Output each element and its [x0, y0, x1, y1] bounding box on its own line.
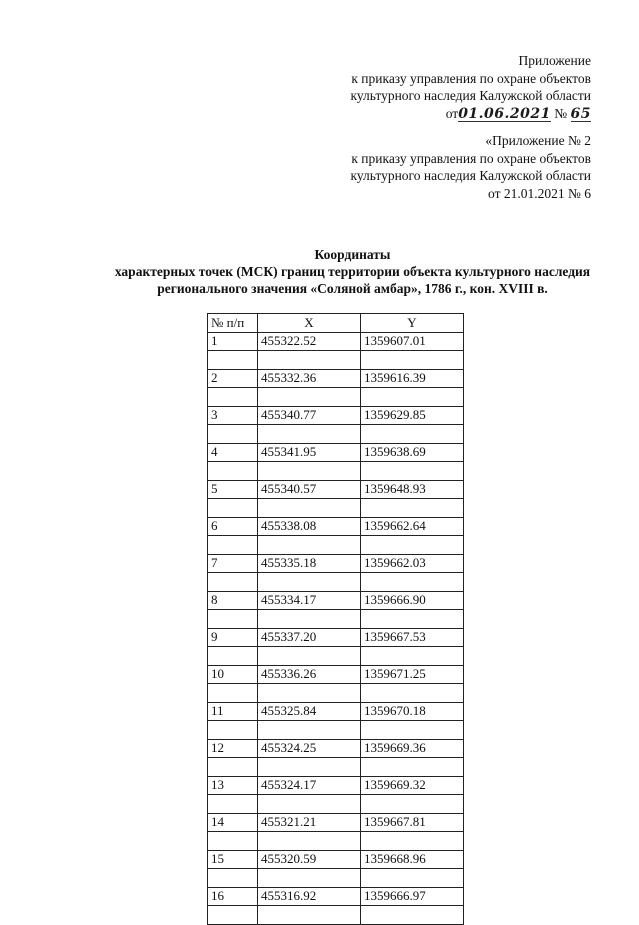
x-cell: 455332.36	[258, 369, 361, 388]
appendix-title: Приложение	[518, 53, 591, 68]
point-number-cell: 2	[208, 369, 258, 388]
x-cell: 455338.08	[258, 517, 361, 536]
appendix2-header	[350, 132, 591, 202]
empty-cell	[361, 425, 464, 444]
empty-cell	[361, 684, 464, 703]
empty-cell	[258, 388, 361, 407]
x-cell: 455335.18	[258, 554, 361, 573]
x-cell: 455320.59	[258, 850, 361, 869]
header-y: Y	[361, 314, 464, 333]
empty-cell	[208, 388, 258, 407]
table-spacer-row	[208, 869, 464, 888]
empty-cell	[361, 573, 464, 592]
table-spacer-row	[208, 610, 464, 629]
empty-cell	[361, 647, 464, 666]
empty-cell	[208, 499, 258, 518]
handwritten-number: 65	[570, 105, 591, 122]
y-cell: 1359669.32	[361, 776, 464, 795]
y-cell: 1359670.18	[361, 702, 464, 721]
table-row	[208, 739, 464, 758]
empty-cell	[208, 906, 258, 925]
empty-cell	[361, 758, 464, 777]
appendix2-authority-line: культурного наследия Калужской области	[350, 168, 591, 183]
appendix2-order-line: к приказу управления по охране объектов	[351, 150, 591, 166]
empty-cell	[258, 684, 361, 703]
table-body	[208, 332, 464, 924]
table-row	[208, 480, 464, 499]
empty-cell	[258, 351, 361, 370]
table-spacer-row	[208, 647, 464, 666]
empty-cell	[258, 758, 361, 777]
point-number-cell: 3	[208, 406, 258, 425]
empty-cell	[361, 832, 464, 851]
x-cell: 455316.92	[258, 887, 361, 906]
x-cell: 455340.57	[258, 480, 361, 499]
x-cell: 455325.84	[258, 702, 361, 721]
empty-cell	[258, 869, 361, 888]
empty-cell	[361, 869, 464, 888]
empty-cell	[208, 832, 258, 851]
empty-cell	[361, 388, 464, 407]
point-number-cell: 9	[208, 628, 258, 647]
table-spacer-row	[208, 536, 464, 555]
empty-cell	[208, 684, 258, 703]
y-cell: 1359668.96	[361, 850, 464, 869]
table-row	[208, 850, 464, 869]
y-cell: 1359662.64	[361, 517, 464, 536]
table-row	[208, 591, 464, 610]
coordinates-table	[207, 313, 464, 925]
table-header-row	[208, 314, 464, 333]
table-row	[208, 887, 464, 906]
point-number-cell: 8	[208, 591, 258, 610]
handwritten-date: 01.06.2021	[458, 105, 551, 122]
y-cell: 1359607.01	[361, 332, 464, 351]
point-number-cell: 13	[208, 776, 258, 795]
empty-cell	[208, 536, 258, 555]
empty-cell	[208, 573, 258, 592]
y-cell: 1359667.53	[361, 628, 464, 647]
y-cell: 1359671.25	[361, 665, 464, 684]
x-cell: 455337.20	[258, 628, 361, 647]
x-cell: 455324.17	[258, 776, 361, 795]
empty-cell	[258, 499, 361, 518]
table-row	[208, 665, 464, 684]
table-row	[208, 702, 464, 721]
point-number-cell: 14	[208, 813, 258, 832]
title-heading: Координаты	[314, 247, 391, 262]
empty-cell	[361, 721, 464, 740]
empty-cell	[361, 499, 464, 518]
table-row	[208, 406, 464, 425]
y-cell: 1359662.03	[361, 554, 464, 573]
empty-cell	[208, 425, 258, 444]
table-spacer-row	[208, 499, 464, 518]
empty-cell	[258, 536, 361, 555]
table-spacer-row	[208, 721, 464, 740]
point-number-cell: 7	[208, 554, 258, 573]
y-cell: 1359666.90	[361, 591, 464, 610]
empty-cell	[361, 906, 464, 925]
point-number-cell: 10	[208, 665, 258, 684]
number-sign: №	[554, 105, 568, 121]
point-number-cell: 12	[208, 739, 258, 758]
appendix-order-line: к приказу управления по охране объектов	[351, 70, 591, 86]
point-number-cell: 1	[208, 332, 258, 351]
empty-cell	[258, 795, 361, 814]
y-cell: 1359638.69	[361, 443, 464, 462]
table-spacer-row	[208, 795, 464, 814]
header-number: № п/п	[208, 314, 258, 333]
empty-cell	[258, 647, 361, 666]
empty-cell	[258, 721, 361, 740]
table-row	[208, 517, 464, 536]
point-number-cell: 6	[208, 517, 258, 536]
empty-cell	[208, 869, 258, 888]
table-spacer-row	[208, 425, 464, 444]
empty-cell	[208, 462, 258, 481]
table-row	[208, 813, 464, 832]
empty-cell	[361, 462, 464, 481]
table-spacer-row	[208, 758, 464, 777]
y-cell: 1359616.39	[361, 369, 464, 388]
point-number-cell: 11	[208, 702, 258, 721]
table-spacer-row	[208, 832, 464, 851]
empty-cell	[208, 795, 258, 814]
empty-cell	[361, 610, 464, 629]
point-number-cell: 15	[208, 850, 258, 869]
point-number-cell: 5	[208, 480, 258, 499]
date-prefix: от	[445, 105, 459, 121]
empty-cell	[208, 647, 258, 666]
empty-cell	[208, 721, 258, 740]
table-row	[208, 776, 464, 795]
empty-cell	[258, 832, 361, 851]
table-spacer-row	[208, 351, 464, 370]
title-object: регионального значения «Соляной амбар», 1786 г., кон. XVIII в.	[157, 281, 548, 296]
empty-cell	[258, 573, 361, 592]
appendix2-date-line: от 21.01.2021 № 6	[488, 185, 591, 201]
y-cell: 1359629.85	[361, 406, 464, 425]
table-row	[208, 332, 464, 351]
title-subject: характерных точек (МСК) границ территории объекта культурного наследия	[114, 264, 591, 279]
empty-cell	[258, 906, 361, 925]
x-cell: 455334.17	[258, 591, 361, 610]
point-number-cell: 16	[208, 887, 258, 906]
table-spacer-row	[208, 573, 464, 592]
y-cell: 1359667.81	[361, 813, 464, 832]
table-row	[208, 628, 464, 647]
x-cell: 455324.25	[258, 739, 361, 758]
empty-cell	[361, 351, 464, 370]
appendix-header	[350, 52, 591, 122]
table-spacer-row	[208, 462, 464, 481]
empty-cell	[258, 425, 361, 444]
table-row	[208, 369, 464, 388]
appendix2-title: «Приложение № 2	[485, 133, 591, 148]
empty-cell	[258, 462, 361, 481]
appendix-authority-line: культурного наследия Калужской области	[350, 88, 591, 103]
x-cell: 455341.95	[258, 443, 361, 462]
empty-cell	[208, 758, 258, 777]
table-row	[208, 554, 464, 573]
table-row	[208, 443, 464, 462]
empty-cell	[208, 610, 258, 629]
x-cell: 455336.26	[258, 665, 361, 684]
x-cell: 455322.52	[258, 332, 361, 351]
header-x: X	[258, 314, 361, 333]
point-number-cell: 4	[208, 443, 258, 462]
empty-cell	[361, 536, 464, 555]
appendix-date-line	[350, 105, 591, 123]
empty-cell	[208, 351, 258, 370]
table-spacer-row	[208, 684, 464, 703]
table-spacer-row	[208, 906, 464, 925]
y-cell: 1359666.97	[361, 887, 464, 906]
empty-cell	[361, 795, 464, 814]
y-cell: 1359648.93	[361, 480, 464, 499]
x-cell: 455340.77	[258, 406, 361, 425]
table-spacer-row	[208, 388, 464, 407]
y-cell: 1359669.36	[361, 739, 464, 758]
empty-cell	[258, 610, 361, 629]
document-title	[60, 246, 639, 297]
x-cell: 455321.21	[258, 813, 361, 832]
